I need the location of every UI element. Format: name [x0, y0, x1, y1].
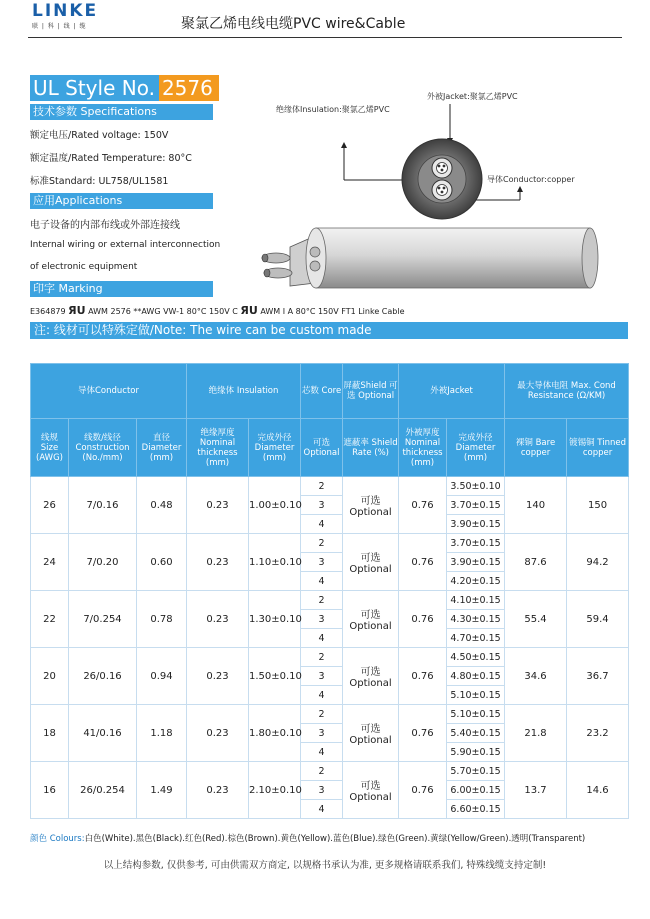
cell-tinned-copper-resistance: 36.7	[567, 648, 629, 705]
cell-core-count: 2	[301, 648, 343, 667]
cell-jacket-diameter: 3.70±0.15	[447, 534, 505, 553]
cell-core-count: 4	[301, 743, 343, 762]
specification-table-body	[31, 477, 629, 819]
specifications-heading: 技术参数 Specifications	[30, 104, 213, 120]
cell-awg-size: 22	[31, 591, 69, 648]
cell-jacket-diameter: 5.90±0.15	[447, 743, 505, 762]
table-row	[31, 705, 629, 724]
marking-part-2: AWM 2576 **AWG VW-1 80°C 150V C	[88, 307, 238, 316]
document-title: 聚氯乙烯电线电缆PVC wire&Cable	[181, 16, 406, 32]
cell-conductor-diameter: 0.48	[137, 477, 187, 534]
cell-shield-optional: 可选 Optional	[343, 534, 399, 591]
cell-core-count: 2	[301, 762, 343, 781]
marking-part-3: AWM I A 80°C 150V FT1 Linke Cable	[260, 307, 405, 316]
header-jacket-diameter: 完成外径 Diameter (mm)	[447, 419, 505, 477]
cell-shield-optional: 可选 Optional	[343, 648, 399, 705]
cable-diagram	[220, 80, 640, 305]
cell-jacket-diameter: 5.40±0.15	[447, 724, 505, 743]
ul-style-number: 2576	[159, 75, 219, 101]
conductor-label: 导体Conductor:copper	[487, 175, 575, 184]
table-row	[31, 648, 629, 667]
cell-insulation-thickness: 0.23	[187, 762, 249, 819]
cell-core-count: 4	[301, 515, 343, 534]
cell-awg-size: 26	[31, 477, 69, 534]
cell-shield-optional: 可选 Optional	[343, 477, 399, 534]
cell-jacket-diameter: 4.50±0.15	[447, 648, 505, 667]
cell-awg-size: 24	[31, 534, 69, 591]
header-jacket-thickness: 外被厚度 Nominal thickness (mm)	[399, 419, 447, 477]
cell-core-count: 3	[301, 724, 343, 743]
cell-jacket-diameter: 3.90±0.15	[447, 553, 505, 572]
cell-core-count: 4	[301, 800, 343, 819]
cell-construction: 7/0.20	[69, 534, 137, 591]
jacket-label: 外被Jacket:聚氯乙烯PVC	[427, 92, 518, 101]
header-divider	[28, 37, 622, 38]
cell-awg-size: 16	[31, 762, 69, 819]
cable-side-view	[262, 228, 598, 288]
logo-text: LINKE	[32, 1, 99, 21]
jacket-leader-line	[447, 104, 453, 144]
ul-recognized-icon: ЯU	[240, 304, 258, 317]
colours-label: 颜色 Colours:	[30, 834, 85, 844]
cell-shield-optional: 可选 Optional	[343, 762, 399, 819]
cell-tinned-copper-resistance: 94.2	[567, 534, 629, 591]
cell-jacket-thickness: 0.76	[399, 762, 447, 819]
cell-core-count: 2	[301, 705, 343, 724]
cell-jacket-diameter: 6.60±0.15	[447, 800, 505, 819]
cell-bare-copper-resistance: 21.8	[505, 705, 567, 762]
logo-subtitle: 联 | 科 | 线 | 缆	[32, 23, 87, 30]
cell-conductor-diameter: 0.94	[137, 648, 187, 705]
footnote: 以上结构参数, 仅供参考, 可由供需双方商定, 以规格书承认为准, 更多规格请联系我们, 特殊线缆支持定制!	[103, 860, 547, 871]
ul-style-prefix: UL Style No.	[30, 75, 159, 101]
page-header	[0, 0, 650, 42]
cell-core-count: 3	[301, 553, 343, 572]
table-row	[31, 762, 629, 781]
header-conductor: 导体Conductor	[31, 364, 187, 419]
cell-jacket-diameter: 4.10±0.15	[447, 591, 505, 610]
table-group-header-row	[31, 364, 629, 419]
standard: 标准Standard: UL758/UL1581	[30, 176, 169, 187]
cell-jacket-diameter: 5.10±0.15	[447, 705, 505, 724]
header-jacket: 外被Jacket	[399, 364, 505, 419]
cell-core-count: 3	[301, 667, 343, 686]
cell-jacket-thickness: 0.76	[399, 705, 447, 762]
cell-tinned-copper-resistance: 59.4	[567, 591, 629, 648]
marking-file-number: E364879	[30, 307, 66, 316]
header-insulation: 绝缘体 Insulation	[187, 364, 301, 419]
cell-jacket-diameter: 3.50±0.10	[447, 477, 505, 496]
cell-insulation-thickness: 0.23	[187, 591, 249, 648]
header-insulation-diameter: 完成外径 Diameter (mm)	[249, 419, 301, 477]
cable-cross-section	[402, 139, 482, 219]
cell-jacket-diameter: 5.70±0.15	[447, 762, 505, 781]
rated-temperature: 额定温度/Rated Temperature: 80°C	[30, 153, 192, 164]
cell-awg-size: 18	[31, 705, 69, 762]
cell-construction: 41/0.16	[69, 705, 137, 762]
cell-core-count: 2	[301, 534, 343, 553]
cell-tinned-copper-resistance: 150	[567, 477, 629, 534]
cell-insulation-diameter: 1.00±0.10	[249, 477, 301, 534]
cell-insulation-diameter: 1.80±0.10	[249, 705, 301, 762]
cell-core-count: 2	[301, 477, 343, 496]
header-size: 线规 Size (AWG)	[31, 419, 69, 477]
cell-awg-size: 20	[31, 648, 69, 705]
table-row	[31, 534, 629, 553]
header-insulation-thickness: 绝缘厚度 Nominal thickness (mm)	[187, 419, 249, 477]
colours-list: 白色(White).黑色(Black).红色(Red).棕色(Brown).黄色(Yellow).蓝色(Blue).绿色(Green).黄绿(Yellow/Green).透明(Transparent)	[84, 834, 586, 844]
custom-note: 注: 线材可以特殊定做/Note: The wire can be custom made	[30, 322, 628, 339]
header-bare-copper: 裸铜 Bare copper	[505, 419, 567, 477]
table-sub-header-row	[31, 419, 629, 477]
cell-insulation-thickness: 0.23	[187, 477, 249, 534]
cell-insulation-diameter: 1.50±0.10	[249, 648, 301, 705]
cell-jacket-diameter: 3.70±0.15	[447, 496, 505, 515]
cell-jacket-thickness: 0.76	[399, 534, 447, 591]
cell-tinned-copper-resistance: 23.2	[567, 705, 629, 762]
ul-style-title	[30, 75, 219, 101]
cell-jacket-thickness: 0.76	[399, 648, 447, 705]
marking-heading: 印字 Marking	[30, 281, 213, 297]
ul-recognized-icon: ЯU	[68, 304, 86, 317]
cell-jacket-diameter: 4.20±0.15	[447, 572, 505, 591]
cell-conductor-diameter: 0.60	[137, 534, 187, 591]
cell-bare-copper-resistance: 13.7	[505, 762, 567, 819]
cell-jacket-diameter: 5.10±0.15	[447, 686, 505, 705]
marking-text	[30, 304, 405, 317]
cell-jacket-diameter: 6.00±0.15	[447, 781, 505, 800]
cell-insulation-diameter: 1.30±0.10	[249, 591, 301, 648]
header-resistance: 最大导体电阻 Max. Cond Resistance (Ω/KM)	[505, 364, 629, 419]
cell-insulation-thickness: 0.23	[187, 648, 249, 705]
cell-insulation-thickness: 0.23	[187, 534, 249, 591]
cell-construction: 7/0.254	[69, 591, 137, 648]
cell-conductor-diameter: 0.78	[137, 591, 187, 648]
cell-construction: 7/0.16	[69, 477, 137, 534]
cell-insulation-diameter: 2.10±0.10	[249, 762, 301, 819]
header-shield: 屏蔽Shield 可选 Optional	[343, 364, 399, 419]
specification-table	[30, 363, 629, 819]
header-diameter: 直径 Diameter (mm)	[137, 419, 187, 477]
cell-core-count: 3	[301, 496, 343, 515]
cell-core-count: 2	[301, 591, 343, 610]
cell-jacket-diameter: 3.90±0.15	[447, 515, 505, 534]
cell-bare-copper-resistance: 55.4	[505, 591, 567, 648]
cell-insulation-thickness: 0.23	[187, 705, 249, 762]
logo	[32, 3, 112, 30]
cell-jacket-diameter: 4.70±0.15	[447, 629, 505, 648]
cell-jacket-thickness: 0.76	[399, 477, 447, 534]
applications-heading: 应用Applications	[30, 193, 213, 209]
cell-bare-copper-resistance: 34.6	[505, 648, 567, 705]
cell-insulation-diameter: 1.10±0.10	[249, 534, 301, 591]
cell-construction: 26/0.16	[69, 648, 137, 705]
colours-line	[30, 832, 585, 844]
cell-core-count: 3	[301, 610, 343, 629]
header-tinned-copper: 镀锡铜 Tinned copper	[567, 419, 629, 477]
cell-core-count: 4	[301, 572, 343, 591]
header-shield-rate: 遮蔽率 Shield Rate (%)	[343, 419, 399, 477]
application-line-en-1: Internal wiring or external interconnection	[30, 240, 221, 250]
insulation-label: 绝缘体Insulation:聚氯乙烯PVC	[276, 105, 390, 114]
cell-jacket-thickness: 0.76	[399, 591, 447, 648]
rated-voltage: 额定电压/Rated voltage: 150V	[30, 130, 169, 141]
table-row	[31, 477, 629, 496]
cell-core-count: 4	[301, 686, 343, 705]
header-core: 芯数 Core	[301, 364, 343, 419]
cell-conductor-diameter: 1.49	[137, 762, 187, 819]
cell-bare-copper-resistance: 140	[505, 477, 567, 534]
cell-tinned-copper-resistance: 14.6	[567, 762, 629, 819]
cell-core-count: 3	[301, 781, 343, 800]
cell-bare-copper-resistance: 87.6	[505, 534, 567, 591]
cell-shield-optional: 可选 Optional	[343, 705, 399, 762]
cell-construction: 26/0.254	[69, 762, 137, 819]
cell-conductor-diameter: 1.18	[137, 705, 187, 762]
cell-shield-optional: 可选 Optional	[343, 591, 399, 648]
header-core-optional: 可选 Optional	[301, 419, 343, 477]
application-line-cn: 电子设备的内部布线或外部连接线	[30, 220, 180, 231]
table-row	[31, 591, 629, 610]
cell-jacket-diameter: 4.30±0.15	[447, 610, 505, 629]
cell-jacket-diameter: 4.80±0.15	[447, 667, 505, 686]
application-line-en-2: of electronic equipment	[30, 262, 138, 272]
header-construction: 线数/线径 Construction (No./mm)	[69, 419, 137, 477]
cell-core-count: 4	[301, 629, 343, 648]
